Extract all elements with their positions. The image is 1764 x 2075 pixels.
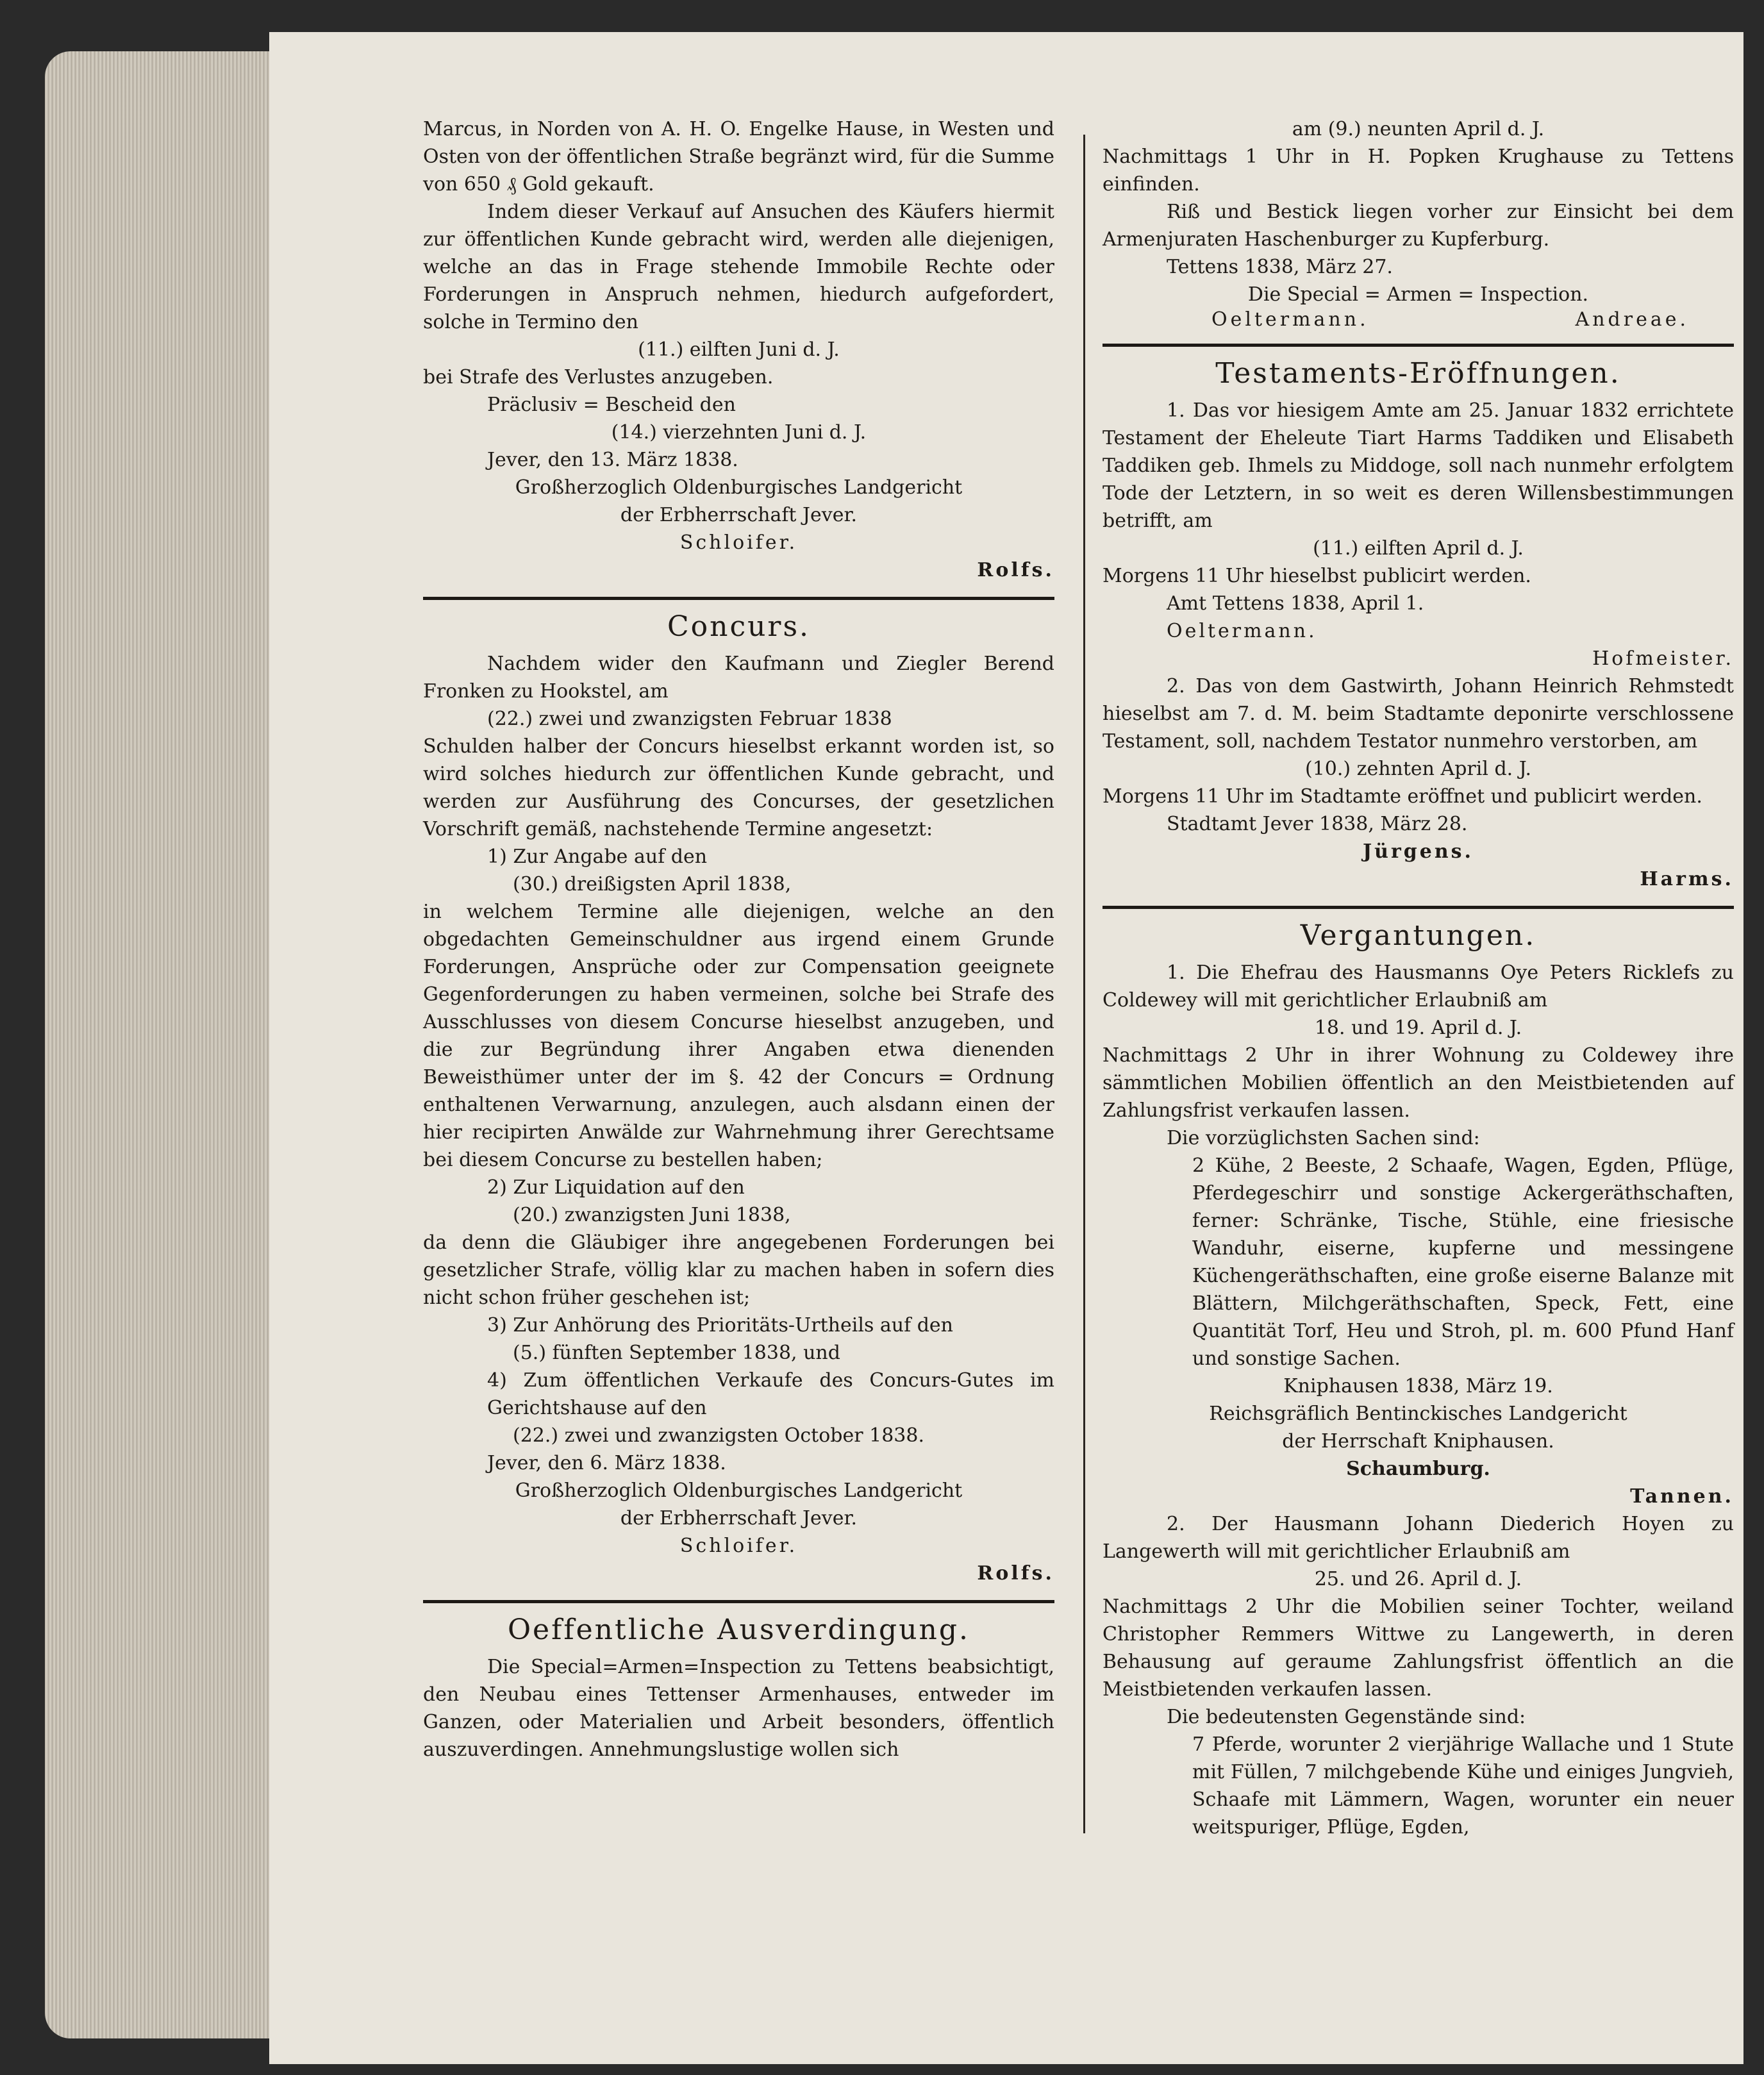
authority-name: Die Special = Armen = Inspection.: [1247, 283, 1589, 306]
item-list: 7 Pferde, worunter 2 vierjährige Wallache und 1 Stute mit Füllen, 7 milchgebende Kühe und einiges Jungvieh, Schaafe mit Lämmern, Wagen, worunter ein neuer weitspuriger, Pflüge, Egden,: [1192, 1733, 1734, 1838]
signature: Harms.: [1640, 868, 1734, 890]
notice-text: 1. Die Ehefrau des Hausmanns Oye Peters Ricklefs zu Coldewey will mit gerichtlicher Erlaubniß am: [1102, 962, 1734, 1012]
notice-text: Die bedeutensten Gegenstände sind:: [1167, 1706, 1526, 1728]
notice-text: in welchem Termine alle diejenigen, welche an den obgedachten Gemeinschuldner aus irgend einem Grunde Forderungen, Ansprüche oder zur Compensation geeignete Gegenforderungen zu haben vermeinen, solche bei Strafe des Ausschlusses von diesem Concurse hieselbst anzugeben, und die zur Begründung ihrer Angaben etwa dienenden Beweisthümer unter der im §. 42 der Concurs = Ordnung enthaltenen Verwarnung, anzulegen, auch alsdann einen der hier recipirten Anwälde zur Wahrnehmung ihrer Gerechtsame bei diesem Concurse zu bestellen haben;: [423, 901, 1054, 1171]
notice-text: Die vorzüglichsten Sachen sind:: [1167, 1127, 1480, 1149]
notice-text: bei Strafe des Verlustes anzugeben.: [423, 366, 774, 388]
notice-place-date: Stadtamt Jever 1838, März 28.: [1167, 813, 1468, 835]
notice-place-date: Tettens 1838, März 27.: [1167, 256, 1393, 278]
notice-text: Nachdem wider den Kaufmann und Ziegler Berend Fronken zu Hookstel, am: [423, 653, 1054, 703]
notice-place-date: Jever, den 6. März 1838.: [487, 1452, 726, 1474]
court-name: Großherzoglich Oldenburgisches Landgericht: [515, 476, 963, 499]
notice-date: am (9.) neunten April d. J.: [1292, 118, 1545, 140]
notice-text: Nachmittags 1 Uhr in H. Popken Krughause zu Tettens einfinden.: [1102, 146, 1734, 196]
notice-text: Nachmittags 2 Uhr in ihrer Wohnung zu Coldewey ihre sämmtlichen Mobilien öffentlich an den Meistbietenden auf Zahlungsfrist verkaufen lassen.: [1102, 1044, 1734, 1122]
notice-text: Indem dieser Verkauf auf Ansuchen des Käufers hiermit zur öffentlichen Kunde gebracht wird, werden alle diejenigen, welche an das in Frage stehende Immobile Rechte oder Forderungen in Anspruch nehmen, hiedurch aufgefordert, solche in Termino den: [423, 201, 1054, 333]
item-list: 2 Kühe, 2 Beeste, 2 Schaafe, Wagen, Egden, Pflüge, Pferdegeschirr und sonstige Ackergeräthschaften, ferner: Schränke, Tische, Stühle, eine friesische Wanduhr, eiserne, kupferne und messingene Küchengeräthschaften, eine große eiserne Balanze mit Blättern, Milchgeräthschaften, Speck, Fett, eine Quantität Torf, Heu und Stroh, pl. m. 600 Pfund Hanf und sonstige Sachen.: [1192, 1154, 1734, 1370]
term-item: 2) Zur Liquidation auf den: [487, 1176, 745, 1199]
signature: Rolfs.: [977, 1562, 1054, 1585]
notice-place-date: Jever, den 13. März 1838.: [487, 449, 738, 471]
notice-date: (10.) zehnten April d. J.: [1305, 758, 1531, 780]
court-name: der Erbherrschaft Jever.: [620, 1507, 858, 1529]
section-heading: Vergantungen.: [1300, 919, 1536, 952]
notice-date: (11.) eilften Juni d. J.: [638, 338, 840, 361]
notice-date: (22.) zwei und zwanzigsten October 1838.: [513, 1424, 924, 1447]
signature: Jürgens.: [1362, 840, 1474, 863]
notice-date: 18. und 19. April d. J.: [1314, 1017, 1522, 1039]
book-page-edge: [45, 51, 276, 2038]
notice-text: 2. Der Hausmann Johann Diederich Hoyen zu Langewerth will mit gerichtlicher Erlaubniß am: [1102, 1513, 1734, 1563]
notice-text: Riß und Bestick liegen vorher zur Einsicht bei dem Armenjuraten Haschenburger zu Kupferburg.: [1102, 201, 1734, 251]
notice-date: (22.) zwei und zwanzigsten Februar 1838: [487, 708, 892, 730]
notice-date: (5.) fünften September 1838, und: [513, 1342, 840, 1364]
signature: Hofmeister.: [1592, 647, 1734, 670]
section-heading: Oeffentliche Ausverdingung.: [507, 1613, 970, 1646]
signature: Tannen.: [1630, 1485, 1734, 1508]
notice-text: 1. Das vor hiesigem Amte am 25. Januar 1832 errichtete Testament der Eheleute Tiart Harms Taddiken und Elisabeth Taddiken geb. Ihmels zu Middoge, soll nach nunmehr erfolgtem Tode der Letztern, in so weit es deren Willensbestimmungen betrifft, am: [1102, 399, 1734, 532]
notice-text: 2. Das von dem Gastwirth, Johann Heinrich Rehmstedt hieselbst am 7. d. M. beim Stadtamte deponirte verschlossene Testament, soll, nachdem Testator nunmehro verstorben, am: [1102, 675, 1734, 753]
notice-date: (11.) eilften April d. J.: [1313, 537, 1524, 560]
section-rule: [423, 1600, 1054, 1603]
notice-text: Morgens 11 Uhr im Stadtamte eröffnet und publicirt werden.: [1102, 785, 1702, 808]
term-item: 3) Zur Anhörung des Prioritäts-Urtheils auf den: [487, 1314, 954, 1337]
newspaper-page: [269, 32, 1743, 2064]
signature: Oeltermann.: [1167, 620, 1317, 642]
signature: Schloifer.: [679, 1535, 798, 1557]
notice-date: (30.) dreißigsten April 1838,: [513, 873, 792, 896]
term-item: 1) Zur Angabe auf den: [487, 846, 708, 868]
notice-date: 25. und 26. April d. J.: [1314, 1568, 1522, 1590]
notice-text: Die Special=Armen=Inspection zu Tettens beabsichtigt, den Neubau eines Tettenser Armenhauses, entweder im Ganzen, oder Materialien und Arbeit besonders, öffentlich auszuverdingen. Annehmungslustige wollen sich: [423, 1656, 1054, 1761]
notice-text: Nachmittags 2 Uhr die Mobilien seiner Tochter, weiland Christopher Remmers Wittwe zu Langewerth, in deren Behausung auf geraume Zahlungsfrist öffentlich an die Meistbietenden verkaufen lassen.: [1102, 1596, 1734, 1701]
court-name: Großherzoglich Oldenburgisches Landgericht: [515, 1479, 963, 1502]
court-name: Reichsgräflich Bentinckisches Landgericht: [1209, 1403, 1627, 1425]
signature: Rolfs.: [977, 559, 1054, 581]
signature: Andreae.: [1575, 308, 1689, 331]
signature: Oeltermann.: [1211, 308, 1369, 331]
notice-text: Schulden halber der Concurs hieselbst erkannt worden ist, so wird solches hiedurch zur öffentlichen Kunde gebracht, und werden zur Ausführung des Concurses, der gesetzlichen Vorschrift gemäß, nachstehende Termine angesetzt:: [423, 735, 1054, 840]
notice-date: (20.) zwanzigsten Juni 1838,: [513, 1204, 791, 1226]
section-rule: [1102, 344, 1734, 347]
notice-text: Morgens 11 Uhr hieselbst publicirt werden.: [1102, 565, 1531, 587]
signature-line: [1102, 308, 1734, 331]
notice-text: Marcus, in Norden von A. H. O. Engelke Hause, in Westen und Osten von der öffentlichen Straße begränzt wird, für die Summe von 650 ₰ Gold gekauft.: [423, 118, 1054, 196]
left-column: [423, 115, 1054, 1763]
section-rule: [423, 597, 1054, 600]
notice-text: Präclusiv = Bescheid den: [487, 394, 736, 416]
section-heading: Concurs.: [667, 610, 811, 643]
signature: Schaumburg.: [1346, 1458, 1490, 1480]
right-column: [1102, 115, 1734, 1841]
notice-place-date: Amt Tettens 1838, April 1.: [1167, 592, 1424, 615]
notice-text: da denn die Gläubiger ihre angegebenen Forderungen bei gesetzlicher Strafe, völlig klar zu machen haben in sofern dies nicht schon früher geschehen ist;: [423, 1231, 1054, 1309]
term-item: 4) Zum öffentlichen Verkaufe des Concurs-Gutes im Gerichtshause auf den: [487, 1369, 1054, 1419]
court-name: der Herrschaft Kniphausen.: [1282, 1430, 1554, 1453]
signature: Schloifer.: [679, 531, 798, 554]
section-heading: Testaments-Eröffnungen.: [1215, 357, 1621, 390]
notice-place-date: Kniphausen 1838, März 19.: [1283, 1375, 1553, 1397]
section-rule: [1102, 906, 1734, 909]
column-divider: [1083, 135, 1085, 1833]
court-name: der Erbherrschaft Jever.: [620, 504, 858, 526]
notice-date: (14.) vierzehnten Juni d. J.: [611, 421, 867, 444]
